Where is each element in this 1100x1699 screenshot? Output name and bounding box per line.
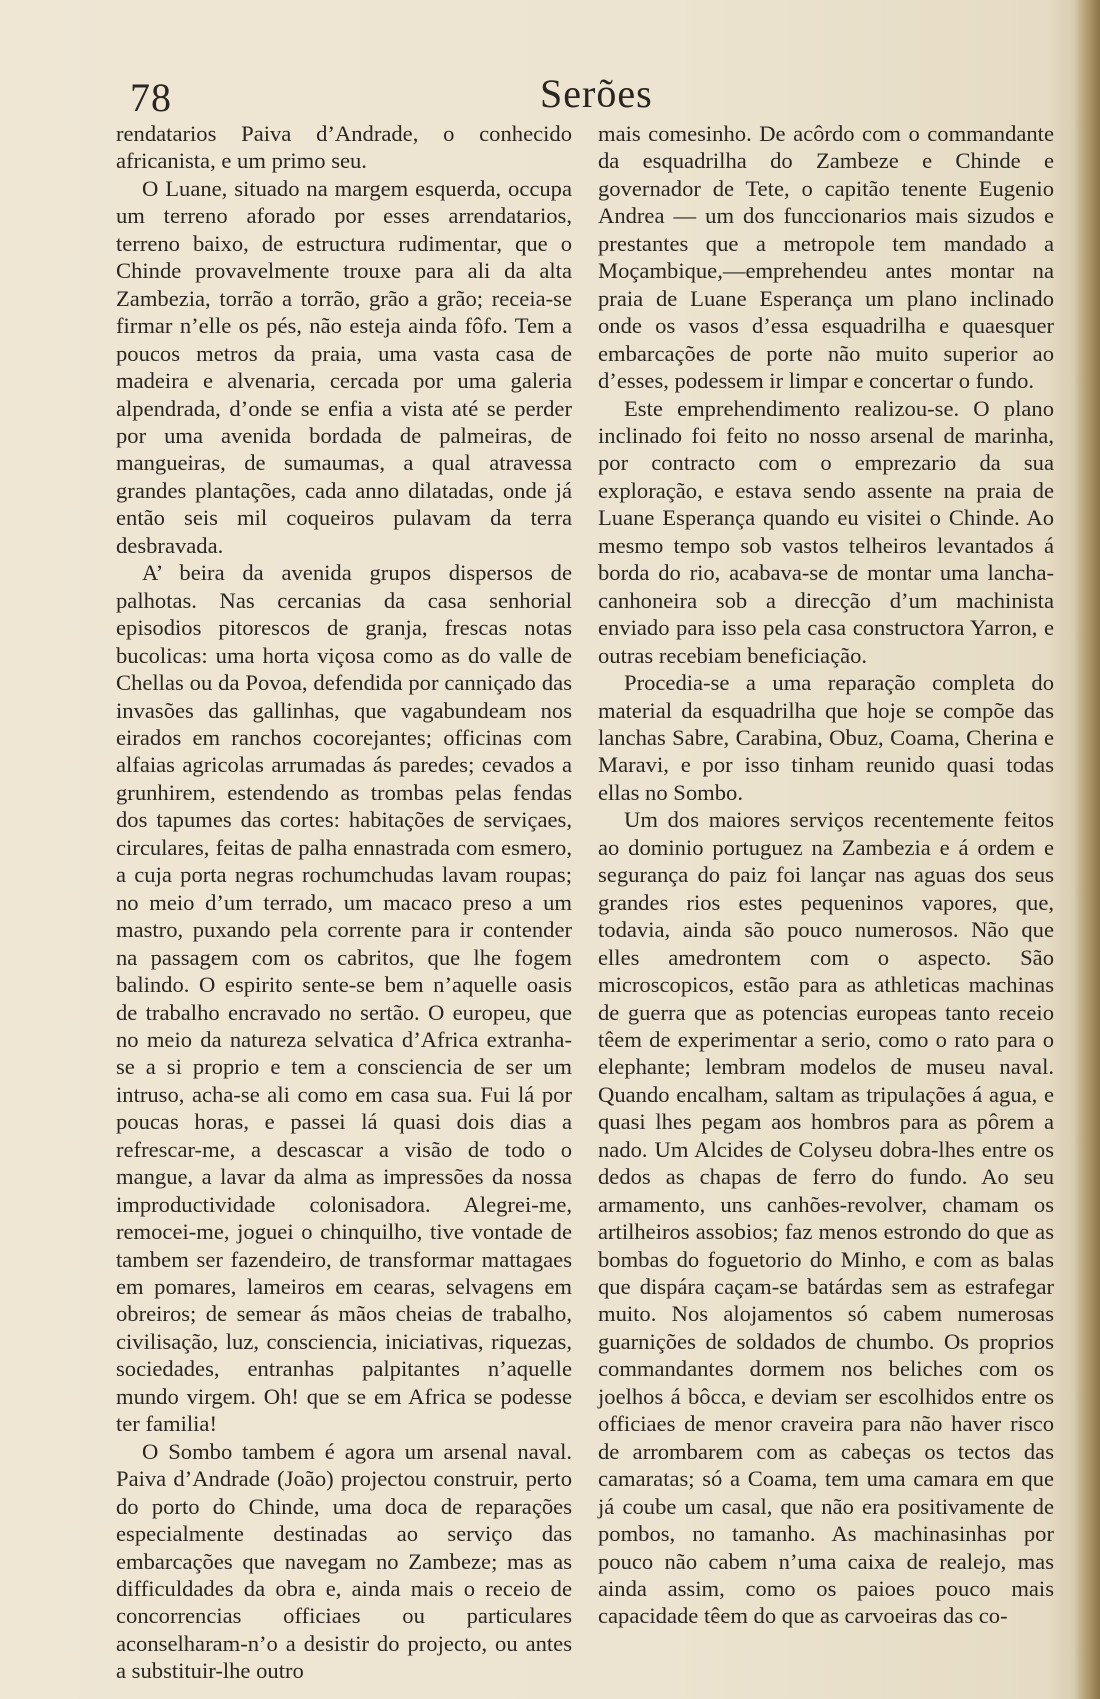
- paragraph: Este emprehendimento realizou-se. O plano inclinado foi feito no nosso arsenal de marinha, por contracto com o emprezario da sua exploração, e estava sendo assente na praia de Luane Esperança quando eu visitei o Chinde. Ao mesmo tempo sob vastos telheiros levantados á borda do rio, acabava-se de montar uma lancha-canhoneira sob a direcção d’um machinista enviado para isso pela casa constructora Yarron, e outras recebiam beneficiação.: [598, 395, 1054, 668]
- left-column: [116, 120, 572, 1685]
- paragraph: Um dos maiores serviços recentemente feitos ao dominio portuguez na Zambezia e á ordem e segurança do paiz foi lançar nas aguas dos seus grandes rios estes pequeninos vapores, que, todavia, ainda são pouco numerosos. Não que elles amedrontem com o aspecto. São microscopicos, estão para as athleticas machinas de guerra que as potencias europeas tanto receio têem de experimentar a serio, como o rato para o elephante; lembram modelos de museu naval. Quando encalham, saltam as tripulações á agua, e quasi lhes pegam aos hombros para as pôrem a nado. Um Alcides de Colyseu dobra-lhes entre os dedos as chapas de ferro do fundo. Ao seu armamento, uns canhões-revolver, chamam os artilheiros assobios; faz menos estrondo do que as bombas do foguetorio do Minho, e com as balas que dispára caçam-se batárdas sem as estrafegar muito. Nos alojamentos só cabem numerosas guarnições de soldados de chumbo. Os proprios commandantes dormem nos beliches com os joelhos á bôcca, e deviam ser escolhidos entre os officiaes de menor craveira para não haver risco de arrombarem com as cabeças os tectos das camaratas; só a Coama, tem uma camara em que já coube um casal, que não era positivamente de pombos, no tamanho. As machinasinhas por pouco não cabem n’uma caixa de realejo, mas ainda assim, como os paioes pouco mais capacidade têem do que as carvoeiras das co-: [598, 807, 1054, 1629]
- paragraph: O Luane, situado na margem esquerda, occupa um terreno aforado por esses arrendatarios, terreno baixo, de estructura rudimentar, que o Chinde provavelmente trouxe para ali da alta Zambezia, torrão a torrão, grão a grão; receia-se firmar n’elle os pés, não esteja ainda fôfo. Tem a poucos metros da praia, uma vasta casa de madeira e alvenaria, cercada por uma galeria alpendrada, d’onde se enfia a vista até se perder por uma avenida bordada de palmeiras, de mangueiras, de sumaumas, a qual atravessa grandes plantações, cada anno dilatadas, onde já então seis mil coqueiros pulavam da terra desbravada.: [116, 175, 572, 558]
- page-edge-shadow: [1074, 0, 1100, 1699]
- running-title: Serões: [540, 71, 653, 116]
- paragraph: O Sombo tambem é agora um arsenal naval. Paiva d’Andrade (João) projectou construir, perto do porto do Chinde, uma doca de reparações especialmente destinadas ao serviço das embarcações que navegam no Zambeze; mas as difficuldades da obra e, ainda mais o receio de concorrencias officiaes ou particulares aconselharam-n’o a desistir do projecto, ou antes a substituir-lhe outro: [116, 1438, 572, 1684]
- page-number: 78: [130, 75, 172, 120]
- paragraph: rendatarios Paiva d’Andrade, o conhecido africanista, e um primo seu.: [116, 121, 572, 174]
- paragraph: A’ beira da avenida grupos dispersos de palhotas. Nas cercanias da casa senhorial episodios pitorescos de granja, frescas notas bucolicas: uma horta viçosa como as do valle de Chellas ou da Povoa, defendida por canniçado das invasões das gallinhas, que vagabundeam nos eirados em ranchos cocorejantes; officinas com alfaias agricolas arrumadas ás paredes; cevados a grunhirem, estendendo as trombas pelas fendas dos tapumes das cortes: habitações de serviçaes, circulares, feitas de palha ennastrada com esmero, a cuja porta negras rochumchudas lavam roupas; no meio d’um terrado, um macaco preso a um mastro, puxando pela corrente para ir contender na passagem com os cabritos, que lhe fogem balindo. O espirito sente-se bem n’aquelle oasis de trabalho encravado no sertão. O europeu, que no meio da natureza selvatica d’Africa extranha-se a si proprio e tem a consciencia de ser um intruso, acha-se ali como em casa sua. Fui lá por poucas horas, e passei lá quasi dois dias a refrescar-me, a descascar a visão de todo o mangue, a lavar da alma as impressões da nossa improductividade colonisadora. Alegrei-me, remocei-me, joguei o chinquilho, tive vontade de tambem ser fazendeiro, de transformar mattagaes em pomares, lameiros em cearas, selvagens em obreiros; de semear ás mãos cheias de trabalho, civilisação, luz, consciencia, iniciativas, riquezas, sociedades, entranhas palpitantes n’aquelle mundo virgem. Oh! que se em Africa se podesse ter familia!: [116, 560, 572, 1437]
- right-column: [598, 120, 1054, 1630]
- paragraph: mais comesinho. De acôrdo com o commandante da esquadrilha do Zambeze e Chinde e governador de Tete, o capitão tenente Eugenio Andrea — um dos funccionarios mais sizudos e prestantes que a metropole tem mandado a Moçambique,—emprehendeu antes montar na praia de Luane Esperança um plano inclinado onde os vasos d’essa esquadrilha e quaesquer embarcações de porte não muito superior ao d’esses, podessem ir limpar e concertar o fundo.: [598, 121, 1054, 394]
- paragraph: Procedia-se a uma reparação completa do material da esquadrilha que hoje se compõe das lanchas Sabre, Carabina, Obuz, Coama, Cherina e Maravi, e por isso tinham reunido quasi todas ellas no Sombo.: [598, 670, 1054, 805]
